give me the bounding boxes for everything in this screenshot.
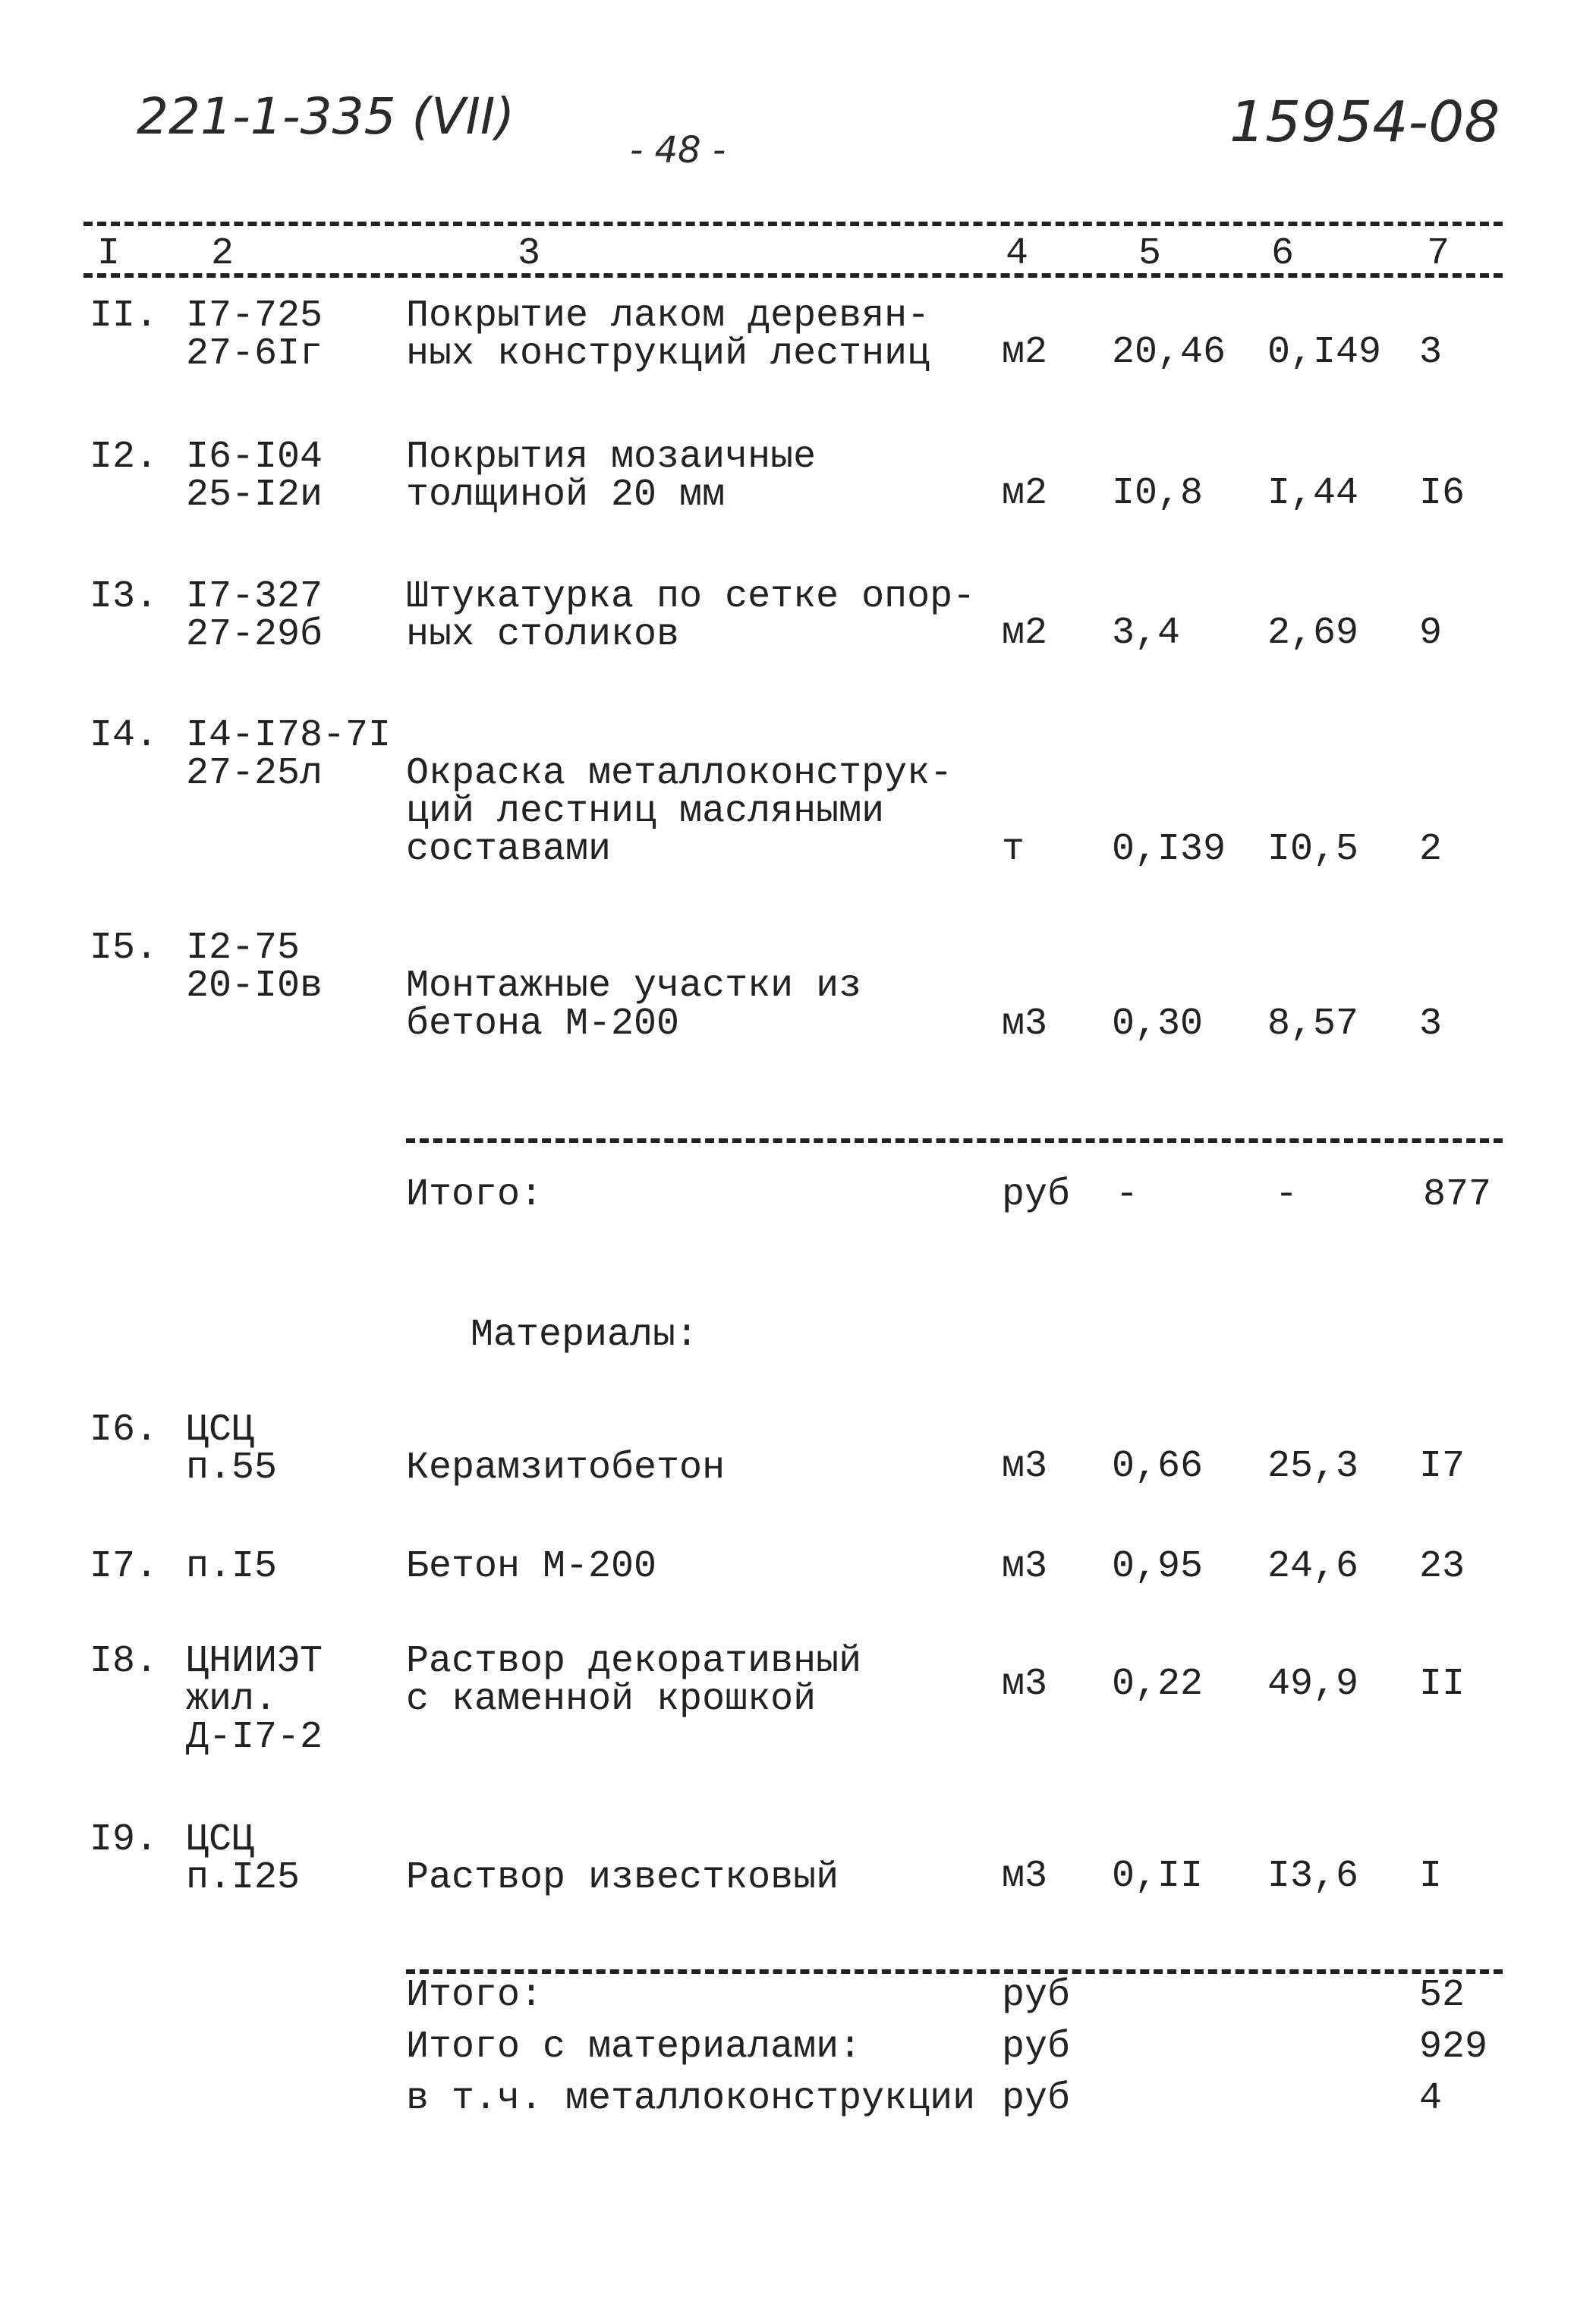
document-code: 221-1-335 (VII) (137, 87, 515, 146)
row-description: с каменной крошкой (406, 1678, 817, 1721)
row-price: I0,5 (1267, 828, 1359, 871)
row-unit: м2 (1002, 472, 1048, 515)
subtotal-price: - (1275, 1173, 1299, 1217)
row-description: ных столиков (406, 613, 680, 656)
row-code: I7-327 (186, 575, 323, 618)
row-qty: 0,95 (1112, 1545, 1204, 1588)
total-unit: руб (1002, 1974, 1071, 2017)
row-description: составами (406, 828, 612, 871)
row-total: I6 (1419, 472, 1465, 515)
header-top-rule (83, 222, 1503, 226)
total-value: 929 (1419, 2025, 1488, 2069)
subtotal-rule (406, 1138, 1503, 1143)
materials-heading: Материалы: (471, 1314, 699, 1357)
subtotal-total: 877 (1423, 1173, 1492, 1217)
total-label: Итого: (406, 1974, 543, 2017)
col-number-6: 6 (1271, 232, 1295, 275)
row-price: 0,I49 (1267, 331, 1382, 374)
row-unit: м3 (1002, 1855, 1048, 1898)
row-code: ЦНИИЭТ (186, 1640, 323, 1683)
row-description: бетона М-200 (406, 1002, 680, 1046)
row-number: I5. (90, 927, 159, 970)
row-code: п.55 (186, 1446, 278, 1490)
row-code: жил. (186, 1678, 278, 1721)
col-number-1: I (97, 232, 121, 275)
row-qty: 0,II (1112, 1855, 1204, 1898)
total-label: Итого с материалами: (406, 2025, 862, 2069)
row-number: I6. (90, 1409, 159, 1452)
row-code: 27-25л (186, 752, 323, 795)
row-price: 49,9 (1267, 1663, 1359, 1706)
row-code: I4-I78-7I (186, 714, 392, 757)
row-description: Раствор декоративный (406, 1640, 862, 1683)
col-number-7: 7 (1427, 232, 1450, 275)
row-qty: 0,66 (1112, 1445, 1204, 1488)
row-code: 27-29б (186, 613, 323, 656)
row-description: толщиной 20 мм (406, 474, 726, 517)
row-description: Штукатурка по сетке опор- (406, 575, 976, 618)
subtotal-qty: - (1116, 1173, 1139, 1217)
row-qty: I0,8 (1112, 472, 1204, 515)
row-number: I8. (90, 1640, 159, 1683)
row-qty: 0,I39 (1112, 828, 1226, 871)
row-price: 8,57 (1267, 1002, 1359, 1046)
row-code: п.I5 (186, 1545, 278, 1588)
row-total: 3 (1419, 331, 1443, 374)
total-value: 4 (1419, 2077, 1443, 2120)
row-unit: м3 (1002, 1002, 1048, 1046)
row-total: I7 (1419, 1445, 1465, 1488)
row-code: I7-725 (186, 294, 323, 338)
totals-rule (406, 1969, 1503, 1974)
col-number-3: 3 (518, 232, 541, 275)
row-qty: 0,22 (1112, 1663, 1204, 1706)
row-description: Раствор известковый (406, 1856, 839, 1900)
row-number: I3. (90, 575, 159, 618)
row-price: 24,6 (1267, 1545, 1359, 1588)
total-unit: руб (1002, 2025, 1071, 2069)
row-description: Покрытия мозаичные (406, 436, 817, 479)
row-qty: 3,4 (1112, 612, 1181, 655)
row-description: Керамзитобетон (406, 1446, 726, 1490)
inventory-number: 15954-08 (1229, 90, 1500, 155)
row-code: Д-I7-2 (186, 1716, 323, 1759)
row-description: Окраска металлоконструк- (406, 752, 953, 795)
page-number: - 48 - (630, 129, 726, 172)
row-total: I (1419, 1855, 1443, 1898)
row-code: п.I25 (186, 1856, 301, 1900)
row-code: 25-I2и (186, 474, 323, 517)
subtotal-unit: руб (1002, 1173, 1071, 1217)
row-price: 2,69 (1267, 612, 1359, 655)
row-number: I9. (90, 1818, 159, 1862)
row-code: I6-I04 (186, 436, 323, 479)
col-number-2: 2 (211, 232, 235, 275)
total-unit: руб (1002, 2077, 1071, 2120)
subtotal-label: Итого: (406, 1173, 543, 1217)
row-number: I4. (90, 714, 159, 757)
row-description: ций лестниц масляными (406, 790, 885, 833)
row-total: 2 (1419, 828, 1443, 871)
row-description: ных конструкций лестниц (406, 332, 930, 376)
row-code: ЦСЦ (186, 1818, 255, 1862)
row-code: ЦСЦ (186, 1409, 255, 1452)
col-number-5: 5 (1138, 232, 1162, 275)
row-price: 25,3 (1267, 1445, 1359, 1488)
row-total: II (1419, 1663, 1465, 1706)
row-number: I2. (90, 436, 159, 479)
row-price: I,44 (1267, 472, 1359, 515)
row-unit: м3 (1002, 1445, 1048, 1488)
row-description: Покрытие лаком деревян- (406, 294, 930, 338)
row-price: I3,6 (1267, 1855, 1359, 1898)
row-unit: м2 (1002, 612, 1048, 655)
row-number: II. (90, 294, 159, 338)
row-unit: т (1002, 828, 1025, 871)
total-label: в т.ч. металлоконструкции (406, 2077, 976, 2120)
row-code: 20-I0в (186, 965, 323, 1008)
row-unit: м2 (1002, 331, 1048, 374)
row-code: I2-75 (186, 927, 301, 970)
row-number: I7. (90, 1545, 159, 1588)
row-total: 9 (1419, 612, 1443, 655)
row-description: Монтажные участки из (406, 965, 862, 1008)
row-qty: 0,30 (1112, 1002, 1204, 1046)
col-number-4: 4 (1006, 232, 1029, 275)
row-description: Бетон М-200 (406, 1545, 657, 1588)
row-code: 27-6Iг (186, 332, 323, 376)
row-unit: м3 (1002, 1663, 1048, 1706)
total-value: 52 (1419, 1974, 1465, 2017)
row-total: 23 (1419, 1545, 1465, 1588)
row-unit: м3 (1002, 1545, 1048, 1588)
row-total: 3 (1419, 1002, 1443, 1046)
row-qty: 20,46 (1112, 331, 1226, 374)
